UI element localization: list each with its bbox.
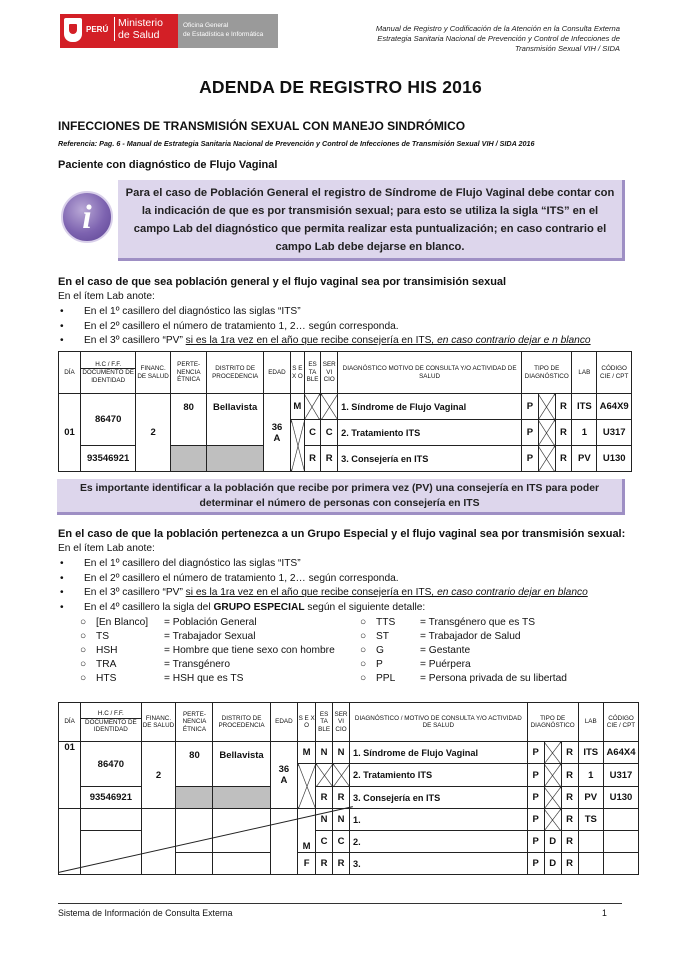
cell-edad bbox=[270, 742, 298, 809]
case1-bullet-1: • En el 1º casillero del diagnóstico las siglas “ITS” bbox=[58, 305, 591, 320]
circle-bullet-icon: ○ bbox=[360, 617, 367, 628]
cell-tipo-p: P bbox=[527, 809, 544, 831]
circle-bullet-icon: ○ bbox=[360, 631, 367, 642]
cell-codigo-blank bbox=[603, 809, 638, 831]
cell-tipo-r: R bbox=[561, 787, 578, 809]
cell-sexo: M bbox=[298, 742, 316, 764]
cell-diagnostico: 3. Consejería en ITS bbox=[349, 787, 527, 809]
cell-sexo: F bbox=[298, 853, 316, 875]
col-hc-top: H.C / F.F. bbox=[81, 710, 140, 719]
info-callout: Para el caso de Población General el registro de Síndrome de Flujo Vaginal debe contar con la indicación de que es por transmisión sexual; para esto se utiliza la sigla “ITS” en el campo Lab del diagnóstico que permita realizar esta puntualización; en caso contrario el campo Lab debe dejarse en blanco. bbox=[118, 180, 625, 261]
cell-tipo-p: P bbox=[522, 446, 539, 472]
cell-lab: 1 bbox=[578, 764, 603, 787]
special-group-code: P bbox=[376, 659, 383, 670]
col-perte: PERTE-NENCIA ÉTNICA bbox=[176, 703, 213, 742]
cell-lab bbox=[578, 853, 603, 875]
header-line-3: Transmisión Sexual VIH / SIDA bbox=[515, 44, 620, 53]
col-perte: PERTE-NENCIA ÉTNICA bbox=[170, 352, 207, 394]
cell-tipo-r: R bbox=[561, 831, 578, 853]
case2-bullet-1: • En el 1º casillero del diagnóstico las siglas “ITS” bbox=[58, 557, 588, 572]
cell-etnia: 80 bbox=[176, 742, 213, 787]
cell-hc: 86470 bbox=[80, 394, 135, 446]
cell-sexo: M bbox=[291, 394, 305, 420]
cell-lab: PV bbox=[572, 446, 597, 472]
circle-bullet-icon: ○ bbox=[80, 645, 87, 656]
special-group-item bbox=[360, 672, 567, 686]
cell-dni: 93546921 bbox=[81, 787, 141, 809]
table1-header-row bbox=[59, 352, 632, 394]
cell-tipo-p: P bbox=[527, 764, 544, 787]
logo-peru-text: PERÚ bbox=[86, 25, 109, 34]
cell-lab bbox=[578, 831, 603, 853]
table-row bbox=[59, 742, 639, 764]
info-icon-glyph: i bbox=[82, 199, 92, 236]
cell-edad-unit: A bbox=[280, 775, 288, 786]
cell-dni-blank bbox=[81, 831, 141, 875]
col-codigo: CÓDIGO CIE / CPT bbox=[597, 352, 632, 394]
cell-dia-blank bbox=[59, 809, 81, 875]
cell-dia: 01 bbox=[59, 394, 81, 472]
cell-servicio: R bbox=[333, 853, 350, 875]
cell-codigo: U317 bbox=[603, 764, 638, 787]
cell-etnia: 80 bbox=[170, 394, 207, 446]
cell-dni: 93546921 bbox=[80, 446, 135, 472]
case1-bullet-2: • En el 2º casillero el número de tratamiento 1, 2… según corresponda. bbox=[58, 320, 591, 335]
special-group-desc: = Población General bbox=[164, 617, 257, 628]
cell-tipo-p: P bbox=[527, 853, 544, 875]
col-financ: FINANC. DE SALUD bbox=[141, 703, 176, 742]
case1-heading: En el caso de que sea población general y el flujo vaginal sea por transimisión sexual bbox=[58, 276, 507, 288]
special-group-item bbox=[360, 644, 567, 658]
case2-bullet-4-c: según el siguiente detalle: bbox=[304, 601, 426, 613]
col-hc bbox=[81, 703, 141, 742]
cell-edad-value: 36 bbox=[271, 421, 283, 433]
cell-distrito-gray bbox=[213, 787, 270, 809]
table-row bbox=[59, 809, 639, 831]
col-hc-bottom: DOCUMENTO DE IDENTIDAD bbox=[82, 369, 134, 384]
case1-bullet-3-b: si es la 1ra vez en el año que recibe consejería en ITS bbox=[185, 335, 432, 346]
cell-diagnostico: 2. Tratamiento ITS bbox=[338, 420, 522, 446]
special-group-col-right bbox=[360, 616, 567, 686]
special-group-desc: = Persona privada de su libertad bbox=[420, 673, 567, 684]
cell-diagnostico: 1. bbox=[349, 809, 527, 831]
peru-shield-icon bbox=[64, 18, 82, 42]
cell-tipo-d bbox=[544, 742, 561, 764]
special-group-code: PPL bbox=[376, 673, 396, 684]
cell-lab: PV bbox=[578, 787, 603, 809]
cell-edad-unit: A bbox=[273, 432, 281, 444]
special-group-desc: = Trabajador Sexual bbox=[164, 631, 256, 642]
circle-bullet-icon: ○ bbox=[80, 673, 87, 684]
cell-tipo-d bbox=[538, 394, 555, 420]
cell-etnia-blank2 bbox=[176, 853, 213, 875]
cell-servicio bbox=[333, 764, 350, 787]
cell-distrito: Bellavista bbox=[207, 394, 263, 446]
special-group-code: G bbox=[376, 645, 384, 656]
cell-distrito-blank2 bbox=[213, 853, 270, 875]
header-line-1: Manual de Registro y Codificación de la Atención en la Consulta Externa bbox=[375, 24, 620, 33]
cell-tipo-d bbox=[544, 764, 561, 787]
cell-servicio bbox=[321, 394, 338, 420]
special-group-code: [En Blanco] bbox=[96, 617, 149, 628]
header-manual-title bbox=[340, 24, 620, 54]
special-group-desc: = Transgénero que es TS bbox=[420, 617, 536, 628]
cell-servicio: N bbox=[333, 809, 350, 831]
special-group-item bbox=[360, 658, 567, 672]
reference-note: Referencia: Pag. 6 - Manual de Estrategia Sanitaria Nacional de Prevención y Control de Infecciones de Transmisión Sexual VIH / SIDA 2016 bbox=[58, 139, 535, 148]
case2-bullet-4 bbox=[58, 601, 588, 616]
cell-codigo: A64X4 bbox=[603, 742, 638, 764]
case1-bullet-3-a: En el 3º casillero “PV” bbox=[84, 335, 186, 346]
col-edad: EDAD bbox=[270, 703, 298, 742]
footer-divider bbox=[58, 903, 622, 904]
logo-ministry-line2: de Salud bbox=[118, 29, 160, 41]
ministry-logo-block bbox=[60, 14, 178, 48]
logo-ministry-line1: Ministerio bbox=[118, 17, 163, 29]
his-register-table-1 bbox=[58, 351, 632, 472]
cell-distrito: Bellavista bbox=[213, 742, 270, 787]
minsa-logo bbox=[60, 14, 278, 48]
col-diagnostico: DIAGNÓSTICO MOTIVO DE CONSULTA Y/O ACTIVIDAD DE SALUD bbox=[338, 352, 522, 394]
cell-estable: C bbox=[316, 831, 333, 853]
case2-bullet-3-c: , en caso contrario dejar en blanco bbox=[431, 587, 588, 598]
col-dia: DÍA bbox=[59, 352, 81, 394]
cell-financ-blank bbox=[141, 809, 176, 875]
circle-bullet-icon: ○ bbox=[80, 617, 87, 628]
cell-financ: 2 bbox=[136, 394, 171, 472]
page-number: 1 bbox=[602, 908, 607, 918]
col-distrito: DISTRITO DE PROCEDENCIA bbox=[207, 352, 263, 394]
col-tipo: TIPO DE DIAGNÓSTICO bbox=[522, 352, 572, 394]
cell-diagnostico: 3. Consejería en ITS bbox=[338, 446, 522, 472]
special-group-code: TRA bbox=[96, 659, 117, 670]
cell-diagnostico: 2. Tratamiento ITS bbox=[349, 764, 527, 787]
cell-estable: R bbox=[304, 446, 321, 472]
special-group-desc: = HSH que es TS bbox=[164, 673, 244, 684]
circle-bullet-icon: ○ bbox=[360, 645, 367, 656]
col-servicio: SER VI CIO bbox=[321, 352, 338, 394]
cell-servicio: R bbox=[333, 787, 350, 809]
special-group-item bbox=[80, 644, 335, 658]
cell-estable: N bbox=[316, 809, 333, 831]
special-group-desc: = Trabajador de Salud bbox=[420, 631, 521, 642]
case1-bullet-3-c: , en caso contrario dejar e n blanco bbox=[431, 335, 591, 346]
cell-lab: ITS bbox=[578, 742, 603, 764]
case2-heading: En el caso de que la población pertenezca a un Grupo Especial y el flujo vaginal sea por transmisión sexual: bbox=[58, 528, 626, 540]
cell-estable bbox=[316, 764, 333, 787]
cell-tipo-d: D bbox=[544, 853, 561, 875]
case2-bullet-3-b: si es la 1ra vez en el año que recibe consejería en ITS bbox=[185, 587, 432, 598]
col-distrito: DISTRITO DE PROCEDENCIA bbox=[213, 703, 270, 742]
his-register-table-2 bbox=[58, 702, 639, 875]
col-sexo: S E X O bbox=[291, 352, 305, 394]
cell-tipo-r: R bbox=[555, 420, 572, 446]
cell-tipo-r: R bbox=[561, 853, 578, 875]
cell-hc: 86470 bbox=[81, 742, 141, 787]
col-financ: FINANC. DE SALUD bbox=[136, 352, 171, 394]
table-row bbox=[59, 394, 632, 420]
cell-lab: TS bbox=[578, 809, 603, 831]
special-group-item bbox=[80, 616, 335, 630]
special-group-code: HSH bbox=[96, 645, 118, 656]
cell-distrito-gray bbox=[207, 446, 263, 472]
cell-etnia-blank bbox=[176, 809, 213, 853]
page-header bbox=[60, 14, 620, 54]
section-title: INFECCIONES DE TRANSMISIÓN SEXUAL CON MANEJO SINDRÓMICO bbox=[58, 119, 466, 133]
special-group-desc: = Gestante bbox=[420, 645, 471, 656]
info-icon bbox=[61, 191, 113, 243]
note-callout: Es importante identificar a la población que recibe por primera vez (PV) una consejería en ITS para poder determinar el número de personas con consejería en ITS bbox=[57, 479, 625, 515]
case2-bullet-2: • En el 2º casillero el número de tratamiento 1, 2… según corresponda. bbox=[58, 572, 588, 587]
circle-bullet-icon: ○ bbox=[360, 659, 367, 670]
circle-bullet-icon: ○ bbox=[80, 659, 87, 670]
special-group-code: ST bbox=[376, 631, 390, 642]
cell-codigo: U317 bbox=[597, 420, 632, 446]
cell-codigo: U130 bbox=[597, 446, 632, 472]
cell-etnia-gray bbox=[170, 446, 207, 472]
cell-tipo-r: R bbox=[555, 446, 572, 472]
special-group-desc: = Puérpera bbox=[420, 659, 471, 670]
col-edad: EDAD bbox=[263, 352, 290, 394]
col-tipo: TIPO DE DIAGNÓSTICO bbox=[527, 703, 578, 742]
cell-tipo-p: P bbox=[522, 394, 539, 420]
cell-financ: 2 bbox=[141, 742, 176, 809]
cell-tipo-r: R bbox=[561, 809, 578, 831]
footer-text: Sistema de Información de Consulta Externa bbox=[58, 908, 233, 918]
cell-servicio: C bbox=[333, 831, 350, 853]
subtitle: Paciente con diagnóstico de Flujo Vaginal bbox=[58, 159, 278, 171]
circle-bullet-icon: ○ bbox=[360, 673, 367, 684]
col-estable: ES TA BLE bbox=[316, 703, 333, 742]
cell-sexo: M bbox=[298, 809, 316, 853]
special-group-item bbox=[80, 630, 335, 644]
cell-edad-value: 36 bbox=[278, 764, 290, 775]
special-group-desc: = Hombre que tiene sexo con hombre bbox=[164, 645, 335, 656]
col-hc-top: H.C / F.F. bbox=[81, 361, 135, 370]
cell-sexo-blank bbox=[291, 420, 305, 472]
cell-estable: N bbox=[316, 742, 333, 764]
cell-tipo-d bbox=[544, 787, 561, 809]
case1-bullet-3 bbox=[58, 334, 591, 349]
cell-diagnostico: 1. Síndrome de Flujo Vaginal bbox=[338, 394, 522, 420]
special-group-item bbox=[80, 672, 335, 686]
logo-office-line1: Oficina General bbox=[183, 22, 229, 29]
table2-header-row bbox=[59, 703, 639, 742]
cell-lab: 1 bbox=[572, 420, 597, 446]
case2-bullet-4-b: GRUPO ESPECIAL bbox=[213, 601, 305, 613]
case2-bullet-3-a: En el 3º casillero “PV” bbox=[84, 587, 186, 598]
cell-tipo-r: R bbox=[561, 764, 578, 787]
special-group-code: TTS bbox=[376, 617, 396, 628]
cell-codigo: A64X9 bbox=[597, 394, 632, 420]
cell-codigo: U130 bbox=[603, 787, 638, 809]
case2-intro: En el ítem Lab anote: bbox=[58, 543, 155, 554]
cell-estable: C bbox=[304, 420, 321, 446]
logo-office-line2: de Estadística e Informática bbox=[183, 31, 264, 38]
office-logo-block bbox=[178, 14, 278, 48]
col-lab: LAB bbox=[572, 352, 597, 394]
special-group-desc: = Transgénero bbox=[164, 659, 230, 670]
cell-sexo-blank bbox=[298, 764, 316, 809]
cell-tipo-r: R bbox=[555, 394, 572, 420]
case2-bullet-3 bbox=[58, 586, 588, 601]
cell-tipo-r: R bbox=[561, 742, 578, 764]
logo-ministry-text bbox=[114, 17, 163, 41]
cell-etnia-gray bbox=[176, 787, 213, 809]
special-group-code: HTS bbox=[96, 673, 117, 684]
cell-diagnostico: 2. bbox=[349, 831, 527, 853]
col-codigo: CÓDIGO CIE / CPT bbox=[603, 703, 638, 742]
cell-servicio: R bbox=[321, 446, 338, 472]
page-title: ADENDA DE REGISTRO HIS 2016 bbox=[199, 77, 482, 97]
case1-intro: En el ítem Lab anote: bbox=[58, 291, 155, 302]
cell-tipo-d bbox=[538, 446, 555, 472]
special-group-item bbox=[360, 630, 567, 644]
col-diagnostico: DIAGNÓSTICO / MOTIVO DE CONSULTA Y/O ACTIVIDAD DE SALUD bbox=[349, 703, 527, 742]
special-group-item bbox=[360, 616, 567, 630]
col-servicio: SER VI CIO bbox=[333, 703, 350, 742]
cell-lab: ITS bbox=[572, 394, 597, 420]
col-hc-bottom: DOCUMENTO DE IDENTIDAD bbox=[85, 718, 137, 734]
circle-bullet-icon: ○ bbox=[80, 631, 87, 642]
cell-tipo-p: P bbox=[522, 420, 539, 446]
col-dia: DÍA bbox=[59, 703, 81, 742]
special-group-item bbox=[80, 658, 335, 672]
cell-tipo-p: P bbox=[527, 831, 544, 853]
cell-codigo-blank bbox=[603, 853, 638, 875]
cell-diagnostico: 1. Síndrome de Flujo Vaginal bbox=[349, 742, 527, 764]
cell-servicio: C bbox=[321, 420, 338, 446]
col-hc bbox=[80, 352, 135, 394]
cell-edad bbox=[263, 394, 290, 472]
special-group-code: TS bbox=[96, 631, 110, 642]
case2-bullets bbox=[58, 557, 588, 615]
cell-estable: R bbox=[316, 853, 333, 875]
case1-bullets bbox=[58, 305, 591, 349]
cell-tipo-p: P bbox=[527, 742, 544, 764]
cell-tipo-d: D bbox=[544, 831, 561, 853]
header-line-2: Estrategia Sanitaria Nacional de Prevención y Control de Infecciones de bbox=[377, 34, 620, 43]
cell-hc-blank bbox=[81, 809, 141, 831]
col-lab: LAB bbox=[578, 703, 603, 742]
case2-bullet-4-a: En el 4º casillero la sigla del bbox=[84, 601, 214, 613]
cell-diagnostico: 3. bbox=[349, 853, 527, 875]
cell-codigo-blank bbox=[603, 831, 638, 853]
cell-tipo-d bbox=[538, 420, 555, 446]
cell-servicio: N bbox=[333, 742, 350, 764]
cell-estable bbox=[304, 394, 321, 420]
cell-dia: 01 bbox=[59, 742, 81, 809]
special-group-col-left bbox=[80, 616, 335, 686]
col-estable: ES TA BLE bbox=[304, 352, 321, 394]
cell-estable: R bbox=[316, 787, 333, 809]
cell-tipo-p: P bbox=[527, 787, 544, 809]
cell-tipo-d bbox=[544, 809, 561, 831]
col-sexo: S E X O bbox=[298, 703, 316, 742]
